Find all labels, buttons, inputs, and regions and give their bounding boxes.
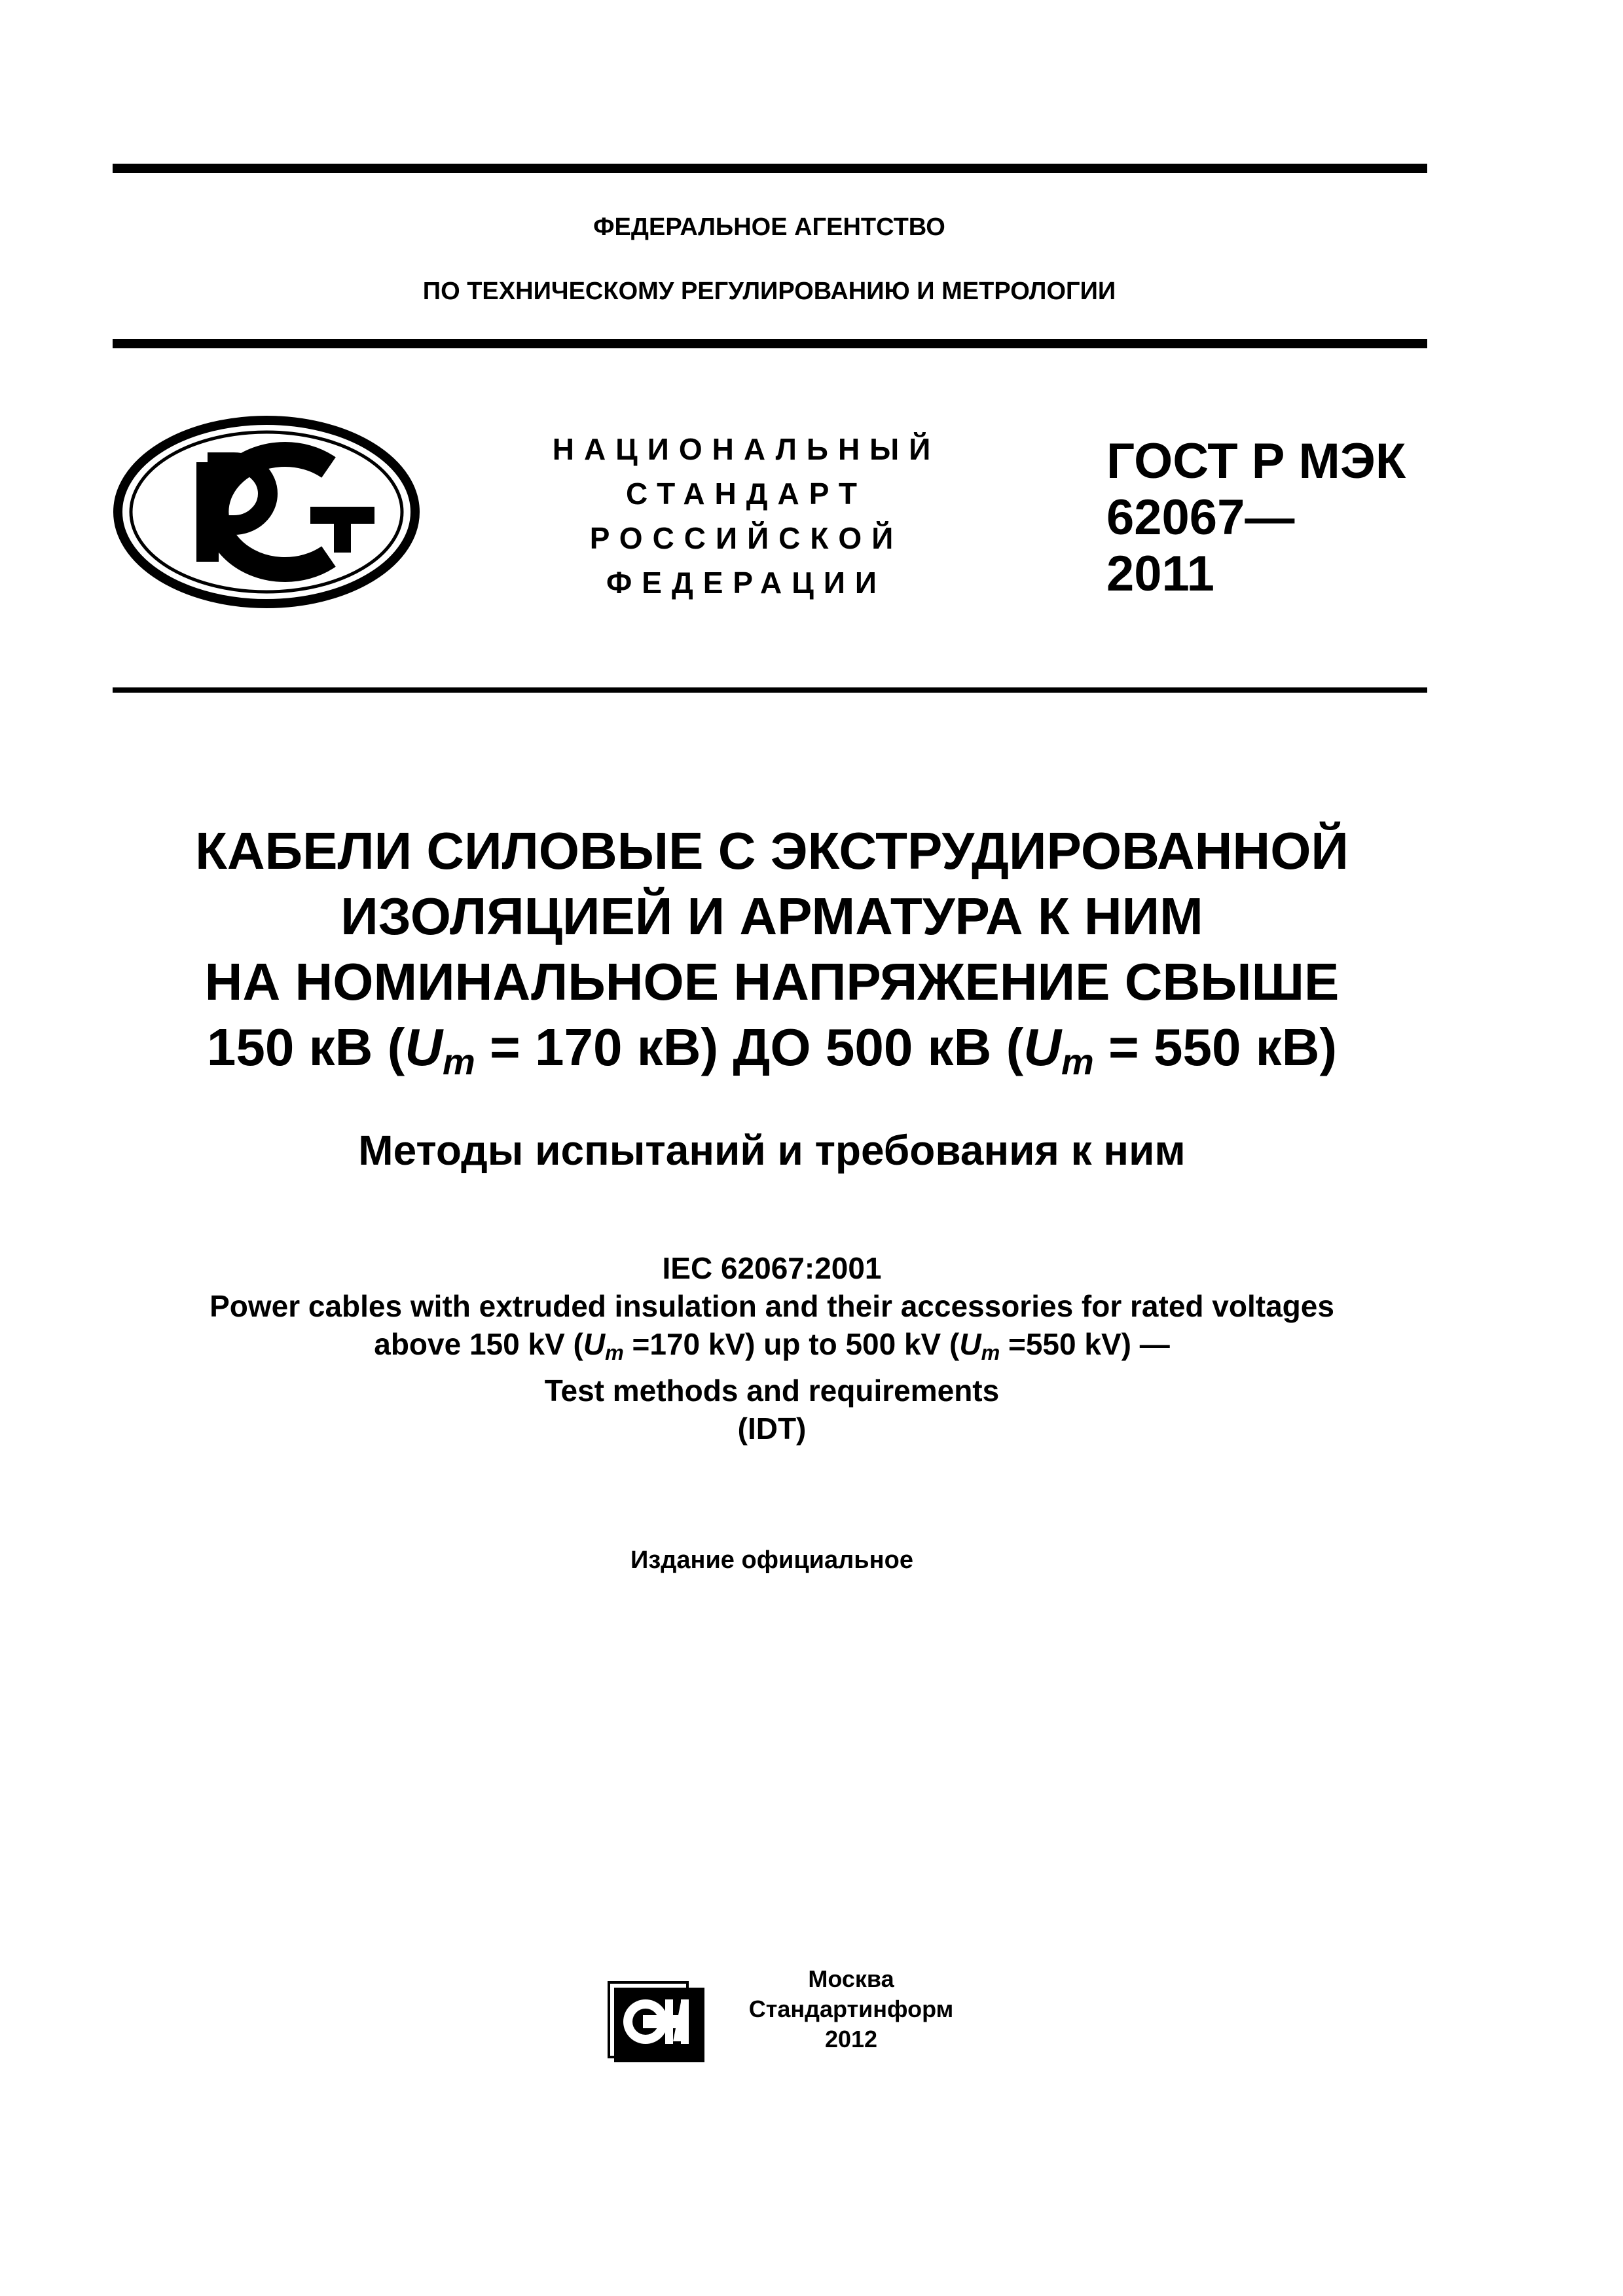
national-line-3: РОССИЙСКОЙ xyxy=(589,521,903,555)
standartinform-logo-icon xyxy=(608,1977,706,2062)
agency-rule xyxy=(113,339,1427,348)
gost-designation xyxy=(1106,433,1406,602)
edition-label: Издание официальное xyxy=(630,1546,913,1574)
document-subtitle: Методы испытаний и требования к ним xyxy=(358,1127,1186,1174)
publisher-block xyxy=(707,1964,995,2054)
standard-rule xyxy=(113,687,1427,693)
title-line-2: ИЗОЛЯЦИЕЙ И АРМАТУРА К НИМ xyxy=(340,887,1203,945)
english-line-2: above 150 kV ($U_m =170$ kV) up to 500 kV ($U_m =550$ kV) — xyxy=(374,1327,1170,1365)
gost-line-3: 2011 xyxy=(1106,546,1214,602)
title-line-3: НА НОМИНАЛЬНОЕ НАПРЯЖЕНИЕ СВЫШЕ xyxy=(204,953,1340,1011)
gost-line-2: 62067— xyxy=(1106,490,1295,545)
national-line-4: ФЕДЕРАЦИИ xyxy=(606,566,886,600)
iec-code: IEC 62067:2001 xyxy=(662,1251,882,1285)
national-line-2: СТАНДАРТ xyxy=(626,477,867,511)
document-title xyxy=(0,818,1544,1095)
english-line-3: Test methods and requirements xyxy=(544,1374,1000,1408)
title-line-4: 150 кВ ($U_m = 170$ кВ) ДО 500 кВ ($U_m = 550$ кВ) xyxy=(206,1018,1338,1082)
gost-line-1: ГОСТ Р МЭК xyxy=(1106,433,1406,489)
national-standard-label xyxy=(517,427,976,605)
agency-line-1: ФЕДЕРАЛЬНОЕ АГЕНТСТВО xyxy=(593,213,945,241)
english-line-1: Power cables with extruded insulation and their accessories for rated voltages xyxy=(210,1289,1334,1323)
agency-line-2: ПО ТЕХНИЧЕСКОМУ РЕГУЛИРОВАНИЮ И МЕТРОЛОГИИ xyxy=(422,278,1116,305)
publisher-city: Москва xyxy=(808,1965,894,1992)
title-line-1: КАБЕЛИ СИЛОВЫЕ С ЭКСТРУДИРОВАННОЙ xyxy=(195,822,1349,880)
publisher-year: 2012 xyxy=(824,2026,878,2052)
publisher-name: Стандартинформ xyxy=(748,1995,954,2022)
rst-certification-logo-icon xyxy=(113,414,420,610)
national-line-1: НАЦИОНАЛЬНЫЙ xyxy=(552,432,941,466)
english-title-block xyxy=(0,1249,1544,1448)
top-rule xyxy=(113,164,1427,173)
english-line-4: (IDT) xyxy=(737,1412,807,1446)
